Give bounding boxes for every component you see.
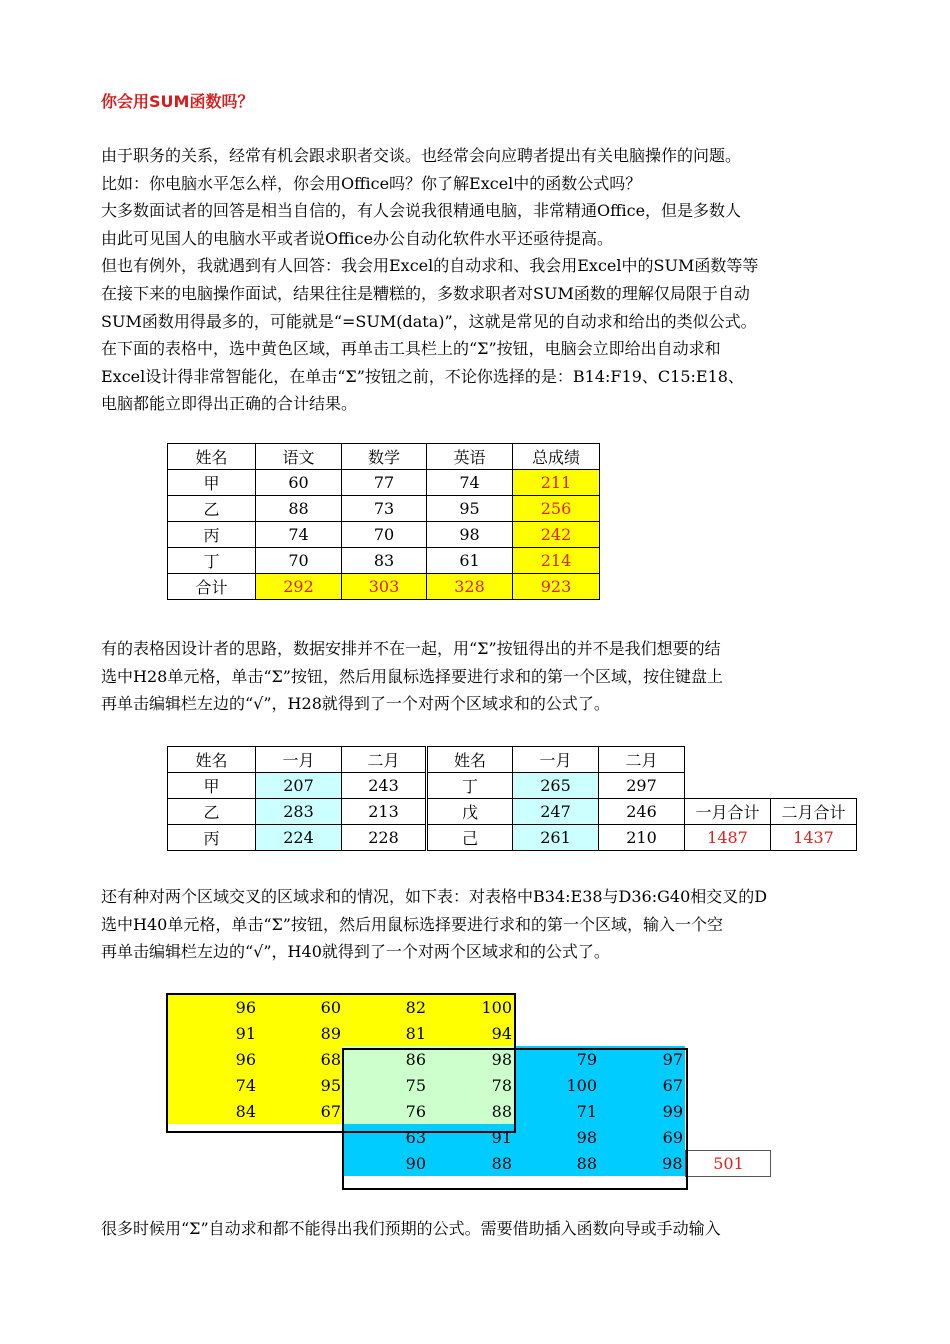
empty-cell	[258, 1124, 343, 1150]
table-cell[interactable]: 74	[427, 470, 513, 496]
empty-cell	[771, 747, 857, 773]
total-cell[interactable]: 923	[513, 574, 600, 600]
table-cell[interactable]: 82	[343, 994, 428, 1020]
table-cell[interactable]: 88	[428, 1098, 514, 1124]
empty-cell	[514, 1020, 599, 1046]
table-cell[interactable]: 89	[258, 1020, 343, 1046]
table-row	[167, 1150, 770, 1176]
table-cell[interactable]: 97	[599, 1046, 685, 1072]
table-row	[167, 1020, 770, 1046]
header-cell: 二月	[342, 747, 427, 773]
table-cell[interactable]: 98	[428, 1046, 514, 1072]
table-cell[interactable]: 丙	[168, 522, 256, 548]
header-cell: 语文	[256, 444, 342, 470]
table-cell[interactable]: 95	[427, 496, 513, 522]
table-cell[interactable]: 76	[343, 1098, 428, 1124]
empty-cell	[685, 1072, 770, 1098]
text-line: 再单击编辑栏左边的“√”，H28就得到了一个对两个区域求和的公式了。	[101, 694, 610, 714]
table-cell[interactable]: 224	[256, 825, 342, 851]
table-cell[interactable]: 63	[343, 1124, 428, 1150]
empty-cell	[685, 747, 771, 773]
empty-cell	[258, 1150, 343, 1176]
table-cell[interactable]: 戊	[427, 799, 513, 825]
table-cell[interactable]: 88	[256, 496, 342, 522]
table-row	[168, 548, 600, 574]
table-row	[167, 1098, 770, 1124]
total-cell[interactable]: 211	[513, 470, 600, 496]
table-cell[interactable]: 90	[343, 1150, 428, 1176]
table-row	[167, 1124, 770, 1150]
table-cell[interactable]: 己	[427, 825, 513, 851]
empty-cell	[685, 1124, 770, 1150]
text-line: 但也有例外，我就遇到有人回答：我会用Excel的自动求和、我会用Excel中的SUM函数等等	[101, 256, 759, 276]
empty-cell	[599, 1020, 685, 1046]
empty-cell	[514, 994, 599, 1020]
header-cell: 姓名	[427, 747, 513, 773]
table-cell[interactable]: 96	[167, 1046, 258, 1072]
text-line: 选中H40单元格，单击“Σ”按钮，然后用鼠标选择要进行求和的第一个区域，输入一个空	[101, 914, 723, 934]
header-cell: 二月	[599, 747, 685, 773]
table-cell[interactable]: 96	[167, 994, 258, 1020]
text-line: 再单击编辑栏左边的“√”，H40就得到了一个对两个区域求和的公式了。	[101, 942, 610, 962]
monthly-table	[167, 746, 857, 851]
table-cell[interactable]: 67	[258, 1098, 343, 1124]
table-cell[interactable]: 74	[256, 522, 342, 548]
table-cell[interactable]: 88	[428, 1150, 514, 1176]
table-cell[interactable]: 丙	[168, 825, 256, 851]
table-cell[interactable]: 207	[256, 773, 342, 799]
table-cell[interactable]: 213	[342, 799, 427, 825]
scores-table	[167, 443, 600, 600]
table-cell[interactable]: 69	[599, 1124, 685, 1150]
table-row	[168, 574, 600, 600]
table-cell[interactable]: 乙	[168, 496, 256, 522]
result-cell[interactable]: 501	[685, 1150, 770, 1176]
table-row	[168, 470, 600, 496]
empty-cell	[685, 1098, 770, 1124]
table-row	[167, 1072, 770, 1098]
sum-value-cell[interactable]: 1437	[771, 825, 857, 851]
sum-header-cell: 一月合计	[685, 799, 771, 825]
text-line: 在下面的表格中，选中黄色区域，再单击工具栏上的“Σ”按钮，电脑会立即给出自动求和	[101, 339, 721, 359]
table-row	[168, 496, 600, 522]
text-line: 由于职务的关系，经常有机会跟求职者交谈。也经常会向应聘者提出有关电脑操作的问题。	[101, 146, 742, 165]
table-cell[interactable]: 86	[343, 1046, 428, 1072]
table-cell[interactable]: 91	[428, 1124, 514, 1150]
table-cell[interactable]: 99	[599, 1098, 685, 1124]
table-cell[interactable]: 88	[514, 1150, 599, 1176]
total-cell[interactable]: 242	[513, 522, 600, 548]
table-cell[interactable]: 77	[342, 470, 427, 496]
table-cell[interactable]: 100	[514, 1072, 599, 1098]
text-line: 电脑都能立即得出正确的合计结果。	[101, 394, 358, 414]
table-cell[interactable]: 228	[342, 825, 427, 851]
empty-cell	[167, 1150, 258, 1176]
text-line: 在接下来的电脑操作面试，结果往往是糟糕的，多数求职者对SUM函数的理解仅局限于自动	[101, 283, 750, 303]
text-line: 大多数面试者的回答是相当自信的，有人会说我很精通电脑，非常精通Office，但是多数人	[101, 201, 742, 221]
table-cell[interactable]: 94	[428, 1020, 514, 1046]
text-line: 由此可见国人的电脑水平或者说Office办公自动化软件水平还亟待提高。	[101, 228, 614, 248]
intersection-table	[167, 994, 771, 1177]
table-header-row	[168, 747, 857, 773]
table-cell[interactable]: 98	[427, 522, 513, 548]
table-cell[interactable]: 83	[342, 548, 427, 574]
header-cell: 姓名	[168, 747, 256, 773]
text-line: 还有种对两个区域交叉的区域求和的情况，如下表：对表格中B34:E38与D36:G40相交叉的D	[101, 887, 768, 906]
table-cell[interactable]: 95	[258, 1072, 343, 1098]
table-cell[interactable]: 78	[428, 1072, 514, 1098]
table-cell[interactable]: 98	[514, 1124, 599, 1150]
total-cell[interactable]: 256	[513, 496, 600, 522]
table-cell[interactable]: 70	[342, 522, 427, 548]
total-cell[interactable]: 214	[513, 548, 600, 574]
total-cell[interactable]: 303	[342, 574, 427, 600]
table-cell[interactable]: 61	[427, 548, 513, 574]
table-cell[interactable]: 79	[514, 1046, 599, 1072]
table-cell[interactable]: 乙	[168, 799, 256, 825]
table-row	[168, 522, 600, 548]
empty-cell	[771, 773, 857, 799]
sum-value-cell[interactable]: 1487	[685, 825, 771, 851]
table-cell[interactable]: 247	[513, 799, 599, 825]
text-line: 很多时候用“Σ”自动求和都不能得出我们预期的公式。需要借助插入函数向导或手动输入	[101, 1219, 721, 1238]
table-row	[168, 825, 857, 851]
total-cell[interactable]: 328	[427, 574, 513, 600]
table-cell[interactable]: 60	[256, 470, 342, 496]
paragraph-4	[101, 1215, 857, 1243]
page-title: 你会用SUM函数吗？	[101, 92, 254, 111]
table-cell[interactable]: 74	[167, 1072, 258, 1098]
table-cell[interactable]: 91	[167, 1020, 258, 1046]
table-cell[interactable]: 67	[599, 1072, 685, 1098]
table-cell[interactable]: 246	[599, 799, 685, 825]
table-cell[interactable]: 甲	[168, 773, 256, 799]
table-cell[interactable]: 丁	[427, 773, 513, 799]
table-header-row	[168, 444, 600, 470]
table-cell[interactable]: 丁	[168, 548, 256, 574]
table-cell[interactable]: 100	[428, 994, 514, 1020]
table-row	[168, 773, 857, 799]
text-line: Excel设计得非常智能化，在单击“Σ”按钮之前，不论你选择的是：B14:F19、C15:E18、	[101, 366, 744, 386]
table-cell[interactable]: 81	[343, 1020, 428, 1046]
table-row	[168, 799, 857, 825]
table-cell[interactable]: 73	[342, 496, 427, 522]
intro-paragraph	[101, 142, 857, 418]
table-cell[interactable]: 60	[258, 994, 343, 1020]
text-line: 有的表格因设计者的思路，数据安排并不在一起，用“Σ”按钮得出的并不是我们想要的结	[101, 639, 721, 658]
empty-cell	[167, 1124, 258, 1150]
table-cell[interactable]: 297	[599, 773, 685, 799]
empty-cell	[685, 1020, 770, 1046]
header-cell: 总成绩	[513, 444, 600, 470]
table-cell[interactable]: 283	[256, 799, 342, 825]
table-row	[167, 994, 770, 1020]
table-cell[interactable]: 265	[513, 773, 599, 799]
table-cell[interactable]: 合计	[168, 574, 256, 600]
table-cell[interactable]: 210	[599, 825, 685, 851]
table-cell[interactable]: 70	[256, 548, 342, 574]
header-cell: 姓名	[168, 444, 256, 470]
total-cell[interactable]: 292	[256, 574, 342, 600]
table-cell[interactable]: 261	[513, 825, 599, 851]
header-cell: 一月	[513, 747, 599, 773]
text-line: SUM函数用得最多的，可能就是“=SUM(data)”，这就是常见的自动求和给出的类似公式。	[101, 311, 757, 331]
header-cell: 数学	[342, 444, 427, 470]
paragraph-3	[101, 883, 857, 966]
empty-cell	[685, 773, 771, 799]
table-cell[interactable]: 243	[342, 773, 427, 799]
sum-header-cell: 二月合计	[771, 799, 857, 825]
empty-cell	[685, 994, 770, 1020]
header-cell: 一月	[256, 747, 342, 773]
table-row	[167, 1046, 770, 1072]
table-cell[interactable]: 71	[514, 1098, 599, 1124]
header-cell: 英语	[427, 444, 513, 470]
table-cell[interactable]: 98	[599, 1150, 685, 1176]
paragraph-2	[101, 635, 857, 718]
empty-cell	[685, 1046, 770, 1072]
empty-cell	[599, 994, 685, 1020]
table-cell[interactable]: 甲	[168, 470, 256, 496]
text-line: 比如：你电脑水平怎么样，你会用Office吗？你了解Excel中的函数公式吗？	[101, 173, 642, 193]
text-line: 选中H28单元格，单击“Σ”按钮，然后用鼠标选择要进行求和的第一个区域，按住键盘上	[101, 666, 723, 686]
table-cell[interactable]: 75	[343, 1072, 428, 1098]
table-cell[interactable]: 84	[167, 1098, 258, 1124]
table-cell[interactable]: 68	[258, 1046, 343, 1072]
